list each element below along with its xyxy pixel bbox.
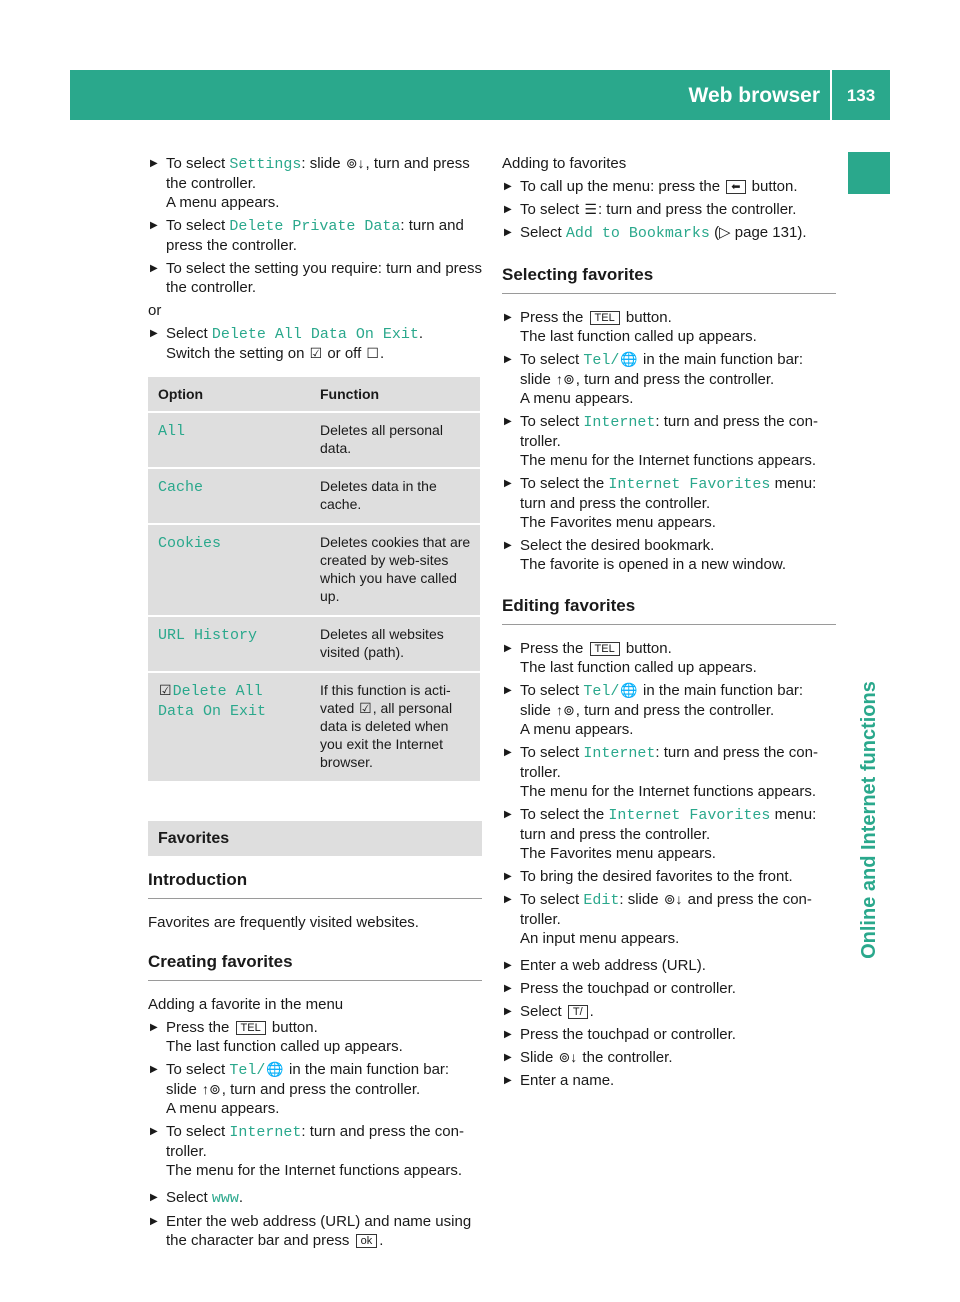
step: ▶ Press the TEL button. The last function called up appears. <box>502 639 836 677</box>
step: ▶ Press the touchpad or controller. <box>502 979 836 998</box>
column-header-function: Function <box>310 377 480 412</box>
checkbox-empty-icon: ☐ <box>366 345 379 361</box>
options-table <box>148 377 480 783</box>
page-header <box>70 70 890 120</box>
step: ▶ Press the touchpad or controller. <box>502 1025 836 1044</box>
column-header-option: Option <box>148 377 310 412</box>
step: ▶ To select Tel/🌐 in the main function bar: slide ↑⊚, turn and press the controller. A menu appears. <box>502 681 836 739</box>
step: ▶ Enter the web address (URL) and name using the character bar and press ok . <box>148 1212 482 1250</box>
table-row <box>148 616 480 672</box>
step: ▶ Select T/ . <box>502 1002 836 1021</box>
step: ▶ To select Settings: slide ⊚↓, turn and press the controller. A menu appears. <box>148 154 482 212</box>
globe-icon: 🌐 <box>266 1061 284 1077</box>
globe-icon: 🌐 <box>620 351 638 367</box>
creating-favorites-heading: Creating favorites <box>148 952 482 981</box>
step: ▶ To select Delete Private Data: turn and press the controller. <box>148 216 482 255</box>
step: ▶ To select Tel/🌐 in the main function bar: slide ↑⊚, turn and press the controller. A menu appears. <box>148 1060 482 1118</box>
slide-down-icon: ⊚↓ <box>345 155 365 171</box>
step: ▶ To bring the desired favorites to the front. <box>502 867 836 886</box>
step: ▶ Slide ⊚↓ the controller. <box>502 1048 836 1067</box>
option-name: Cookies <box>158 535 222 552</box>
left-column <box>148 154 482 1254</box>
option-description: Deletes all websites visited (path). <box>310 616 480 672</box>
step: ▶ Press the TEL button. The last function called up appears. <box>148 1018 482 1056</box>
step: ▶ To select the setting you require: turn and press the controller. <box>148 259 482 297</box>
tel-key-icon: TEL <box>590 642 620 656</box>
t9-key-icon: T/ <box>568 1005 588 1019</box>
step: ▶ Press the TEL button. The last function called up appears. <box>502 308 836 346</box>
table-row: ☑Delete All Data On Exit If this function is acti-vated ☑, all personal data is deleted when you exit the Internet browser. <box>148 672 480 782</box>
step: ▶ To select Edit: slide ⊚↓ and press the con-troller. An input menu appears. <box>502 890 836 948</box>
page-number: 133 <box>846 86 876 105</box>
option-description: Deletes all personal data. <box>310 412 480 468</box>
step: ▶ Select the desired bookmark. The favorite is opened in a new window. <box>502 536 836 574</box>
section-title: Web browser <box>688 84 820 107</box>
checkbox-checked-icon: ☑ <box>159 682 172 698</box>
or-text: or <box>148 302 162 319</box>
step: ▶ To select Internet: turn and press the con-troller. The menu for the Internet functions appears. <box>502 743 836 801</box>
table-header-row <box>148 377 480 412</box>
step: ▶ Select www. <box>148 1188 482 1208</box>
chapter-title: Online and Internet functions <box>858 681 880 959</box>
step: ▶ To select the Internet Favorites menu: turn and press the controller. The Favorites menu appears. <box>502 805 836 863</box>
step: ▶ To select Internet: turn and press the con-troller. The menu for the Internet functions appears. <box>148 1122 482 1180</box>
intro-text: Favorites are frequently visited websites. <box>148 914 419 931</box>
settings-code: Settings <box>229 156 302 173</box>
step: ▶ To call up the menu: press the ⬅ button. <box>502 177 836 196</box>
page-ref-icon: (▷ <box>714 224 731 241</box>
slide-down-icon: ⊚↓ <box>663 891 683 907</box>
back-key-icon: ⬅ <box>726 180 745 194</box>
table-row <box>148 468 480 524</box>
right-column <box>502 154 836 1094</box>
globe-icon: 🌐 <box>620 682 638 698</box>
option-name: Cache <box>158 479 204 496</box>
slide-up-icon: ↑⊚ <box>556 702 575 718</box>
slide-up-icon: ↑⊚ <box>202 1081 221 1097</box>
tel-key-icon: TEL <box>590 311 620 325</box>
introduction-heading: Introduction <box>148 870 482 899</box>
table-row <box>148 412 480 468</box>
favorites-band: Favorites <box>148 821 482 856</box>
menu-icon: ☰ <box>584 201 597 217</box>
option-description: If this function is acti-vated ☑, all personal data is deleted when you exit the Internet browser. <box>310 672 480 782</box>
step: ▶ To select Internet: turn and press the con-troller. The menu for the Internet functions appears. <box>502 412 836 470</box>
chapter-tab <box>848 152 890 194</box>
table-row <box>148 524 480 616</box>
slide-down-icon: ⊚↓ <box>558 1049 578 1065</box>
option-description: Deletes cookies that are created by web-sites which you have called up. <box>310 524 480 616</box>
ok-key-icon: ok <box>356 1234 378 1248</box>
creating-intro: Adding a favorite in the menu <box>148 996 344 1013</box>
step: ▶ To select the Internet Favorites menu: turn and press the controller. The Favorites menu appears. <box>502 474 836 532</box>
step: ▶ To select Tel/🌐 in the main function bar: slide ↑⊚, turn and press the controller. A menu appears. <box>502 350 836 408</box>
adding-intro: Adding to favorites <box>502 155 627 172</box>
selecting-favorites-heading: Selecting favorites <box>502 265 836 294</box>
checkbox-checked-icon: ☑ <box>309 345 323 361</box>
step: ▶ Select Delete All Data On Exit. Switch the setting on ☑ or off ☐. <box>148 324 482 363</box>
option-name: URL History <box>158 627 258 644</box>
option-name: All <box>158 423 186 440</box>
step: ▶ Enter a name. <box>502 1071 836 1090</box>
tel-key-icon: TEL <box>236 1021 266 1035</box>
checkbox-checked-icon: ☑ <box>359 700 372 716</box>
slide-up-icon: ↑⊚ <box>556 371 575 387</box>
option-description: Deletes data in the cache. <box>310 468 480 524</box>
step: ▶ Select Add to Bookmarks (▷ page 131). <box>502 223 836 243</box>
step: ▶ Enter a web address (URL). <box>502 956 836 975</box>
editing-favorites-heading: Editing favorites <box>502 596 836 625</box>
step: ▶ To select ☰: turn and press the controller. <box>502 200 836 219</box>
